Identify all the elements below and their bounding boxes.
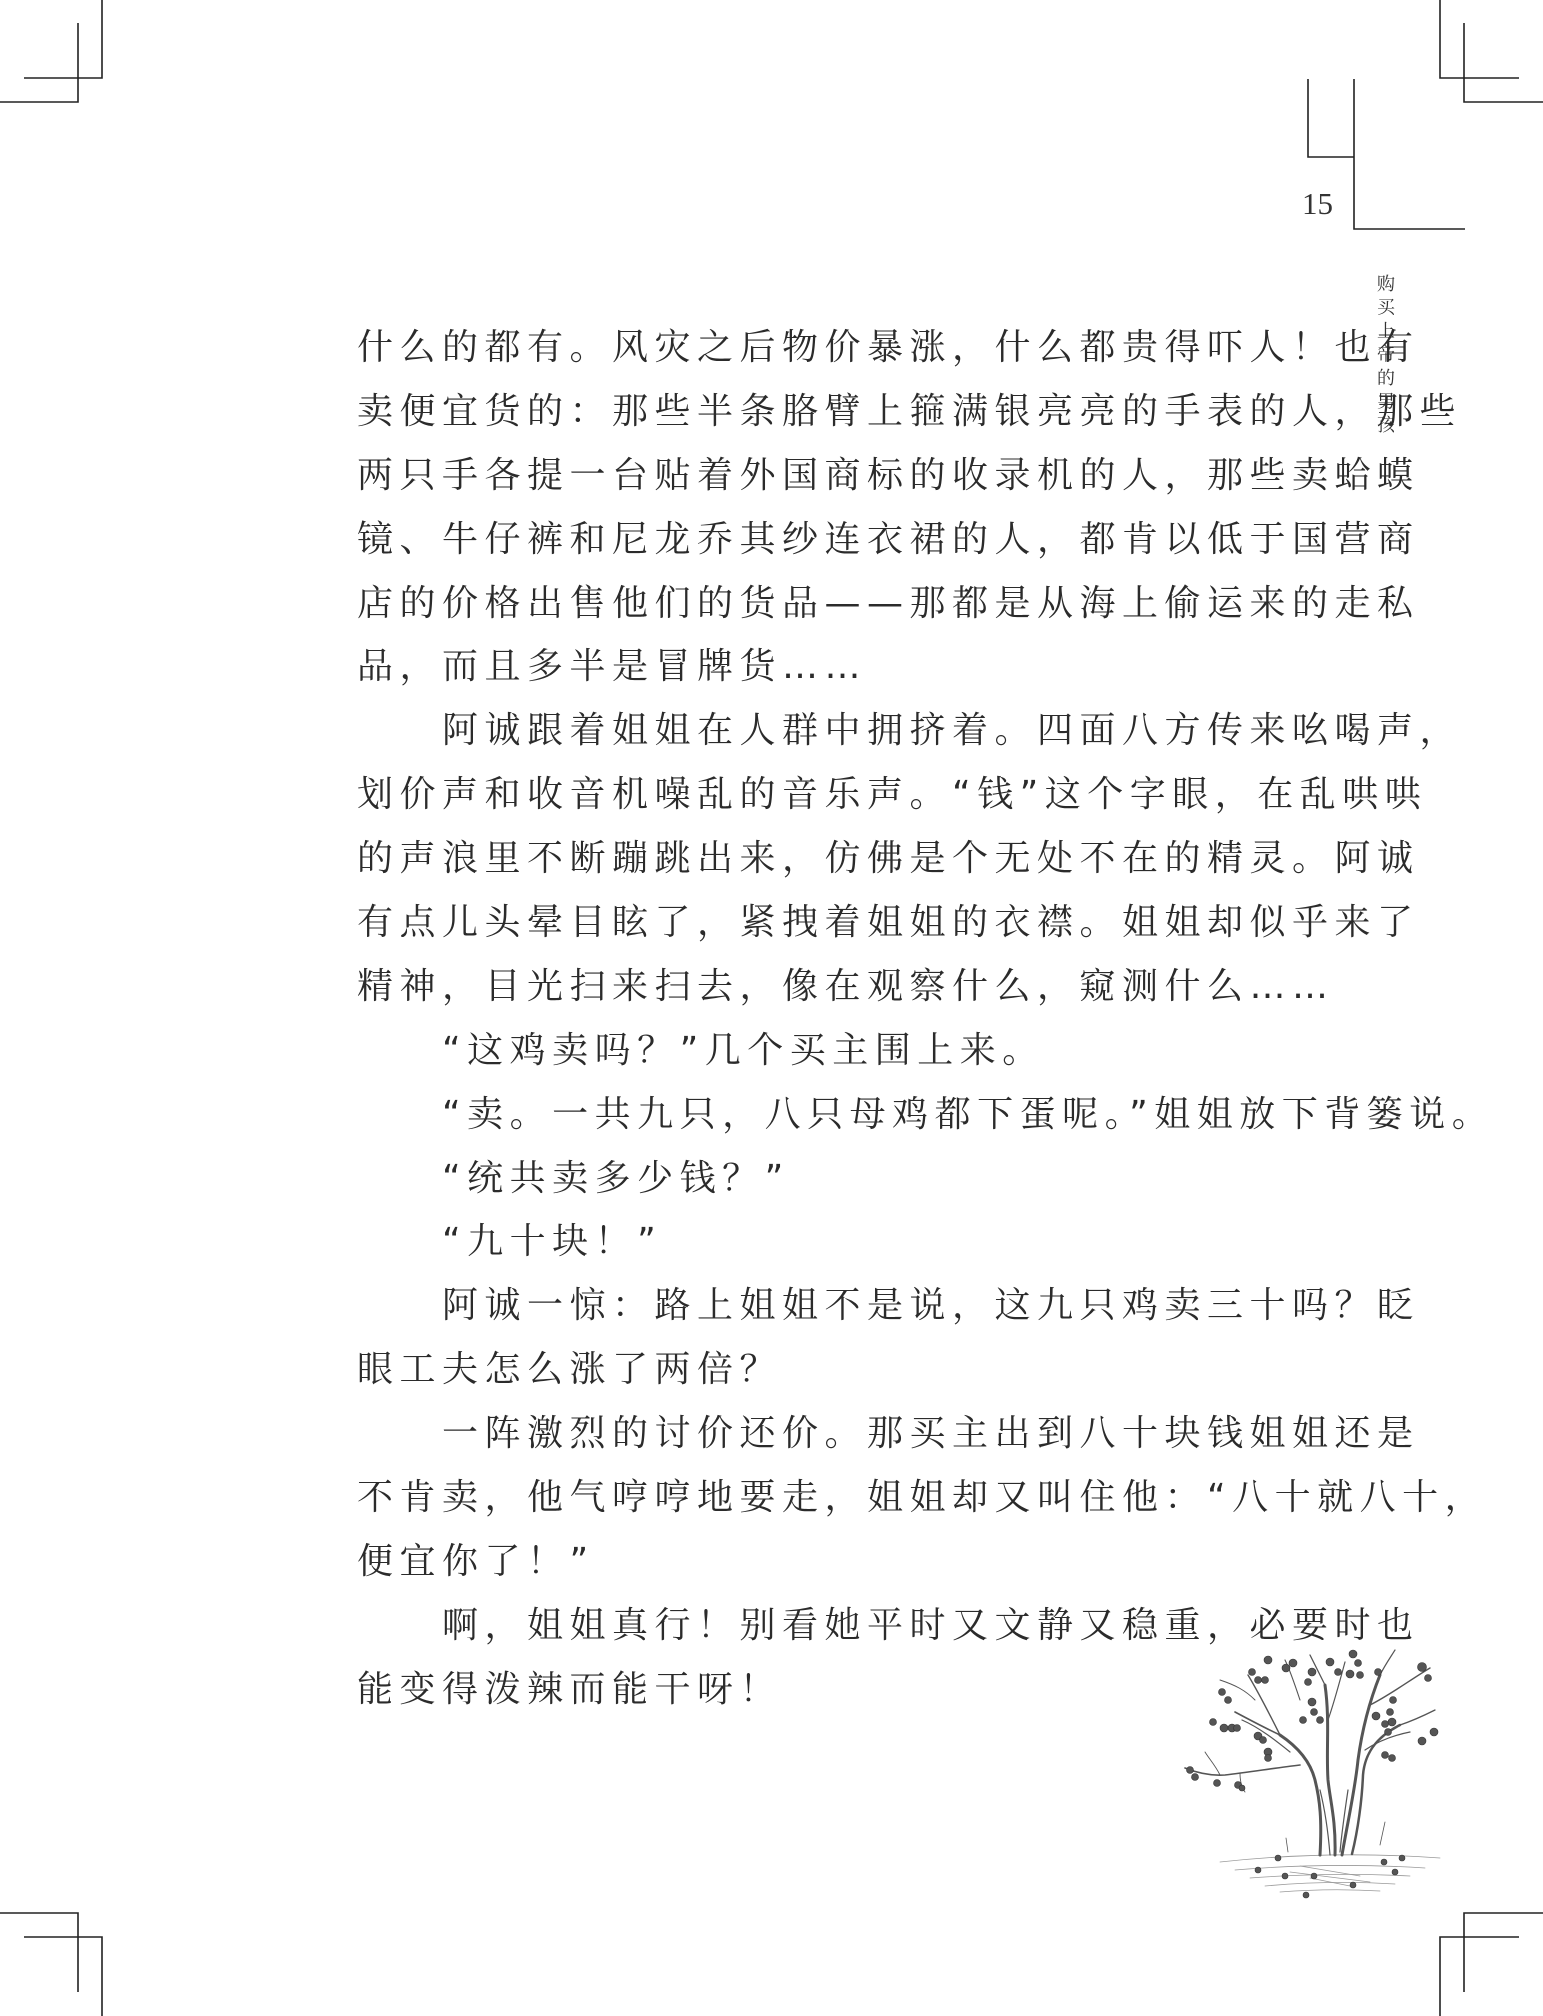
crop-mark-top-left-outer bbox=[24, 0, 102, 78]
text-line: 店的价格出售他们的货品——那都是从海上偷运来的走私 bbox=[357, 582, 1420, 624]
text-line: 眼工夫怎么涨了两倍？ bbox=[357, 1349, 783, 1391]
text-line: 不肯卖，他气哼哼地要走，姐姐却又叫住他：“八十就八十， bbox=[357, 1477, 1488, 1519]
text-line: “这鸡卖吗？”几个买主围上来。 bbox=[442, 1029, 1045, 1071]
text-line: “统共卖多少钱？” bbox=[442, 1157, 790, 1199]
text-line: 阿诚一惊：路上姐姐不是说，这九只鸡卖三十吗？眨 bbox=[442, 1285, 1420, 1327]
text-line: 镜、牛仔裤和尼龙乔其纱连衣裙的人，都肯以低于国营商 bbox=[357, 518, 1420, 560]
text-line: 卖便宜货的：那些半条胳臂上箍满银亮亮的手表的人，那些 bbox=[357, 390, 1463, 432]
text-line: 便宜你了！” bbox=[357, 1540, 595, 1582]
text-line: 阿诚跟着姐姐在人群中拥挤着。四面八方传来吆喝声， bbox=[442, 710, 1463, 752]
text-line: “九十块！” bbox=[442, 1221, 663, 1263]
text-line: 划价声和收音机噪乱的音乐声。“钱”这个字眼，在乱哄哄 bbox=[357, 774, 1428, 816]
crop-mark-bottom-left-outer bbox=[0, 1913, 78, 1992]
crop-mark-top-right-inner bbox=[1464, 23, 1543, 102]
text-line: 有点儿头晕目眩了，紧拽着姐姐的衣襟。姐姐却似乎来了 bbox=[357, 902, 1420, 944]
text-line: 两只手各提一台贴着外国商标的收录机的人，那些卖蛤蟆 bbox=[357, 454, 1420, 496]
crop-mark-top-left-inner bbox=[0, 23, 78, 102]
text-line: 的声浪里不断蹦跳出来，仿佛是个无处不在的精灵。阿诚 bbox=[357, 838, 1420, 880]
text-line: 品，而且多半是冒牌货…… bbox=[357, 646, 868, 688]
header-rule-left bbox=[1308, 79, 1354, 157]
crop-mark-top-right-outer bbox=[1440, 0, 1519, 78]
text-line: 啊，姐姐真行！别看她平时又文静又稳重，必要时也 bbox=[442, 1604, 1420, 1646]
page-number: 15 bbox=[1302, 186, 1333, 221]
running-title: 购买上帝的男孩 bbox=[1374, 274, 1395, 439]
crop-mark-bottom-left-inner bbox=[24, 1937, 102, 2016]
text-line: 什么的都有。风灾之后物价暴涨，什么都贵得吓人！也有 bbox=[357, 327, 1420, 368]
header-rule-right bbox=[1354, 79, 1465, 229]
text-line: 精神，目光扫来扫去，像在观察什么，窥测什么…… bbox=[357, 965, 1335, 1007]
text-line: 一阵激烈的讨价还价。那买主出到八十块钱姐姐还是 bbox=[442, 1413, 1420, 1455]
text-line: 能变得泼辣而能干呀！ bbox=[357, 1668, 783, 1710]
tree-sketch-icon bbox=[1180, 1640, 1480, 1950]
text-line: “卖。一共九只，八只母鸡都下蛋呢。”姐姐放下背篓说。 bbox=[442, 1093, 1495, 1135]
